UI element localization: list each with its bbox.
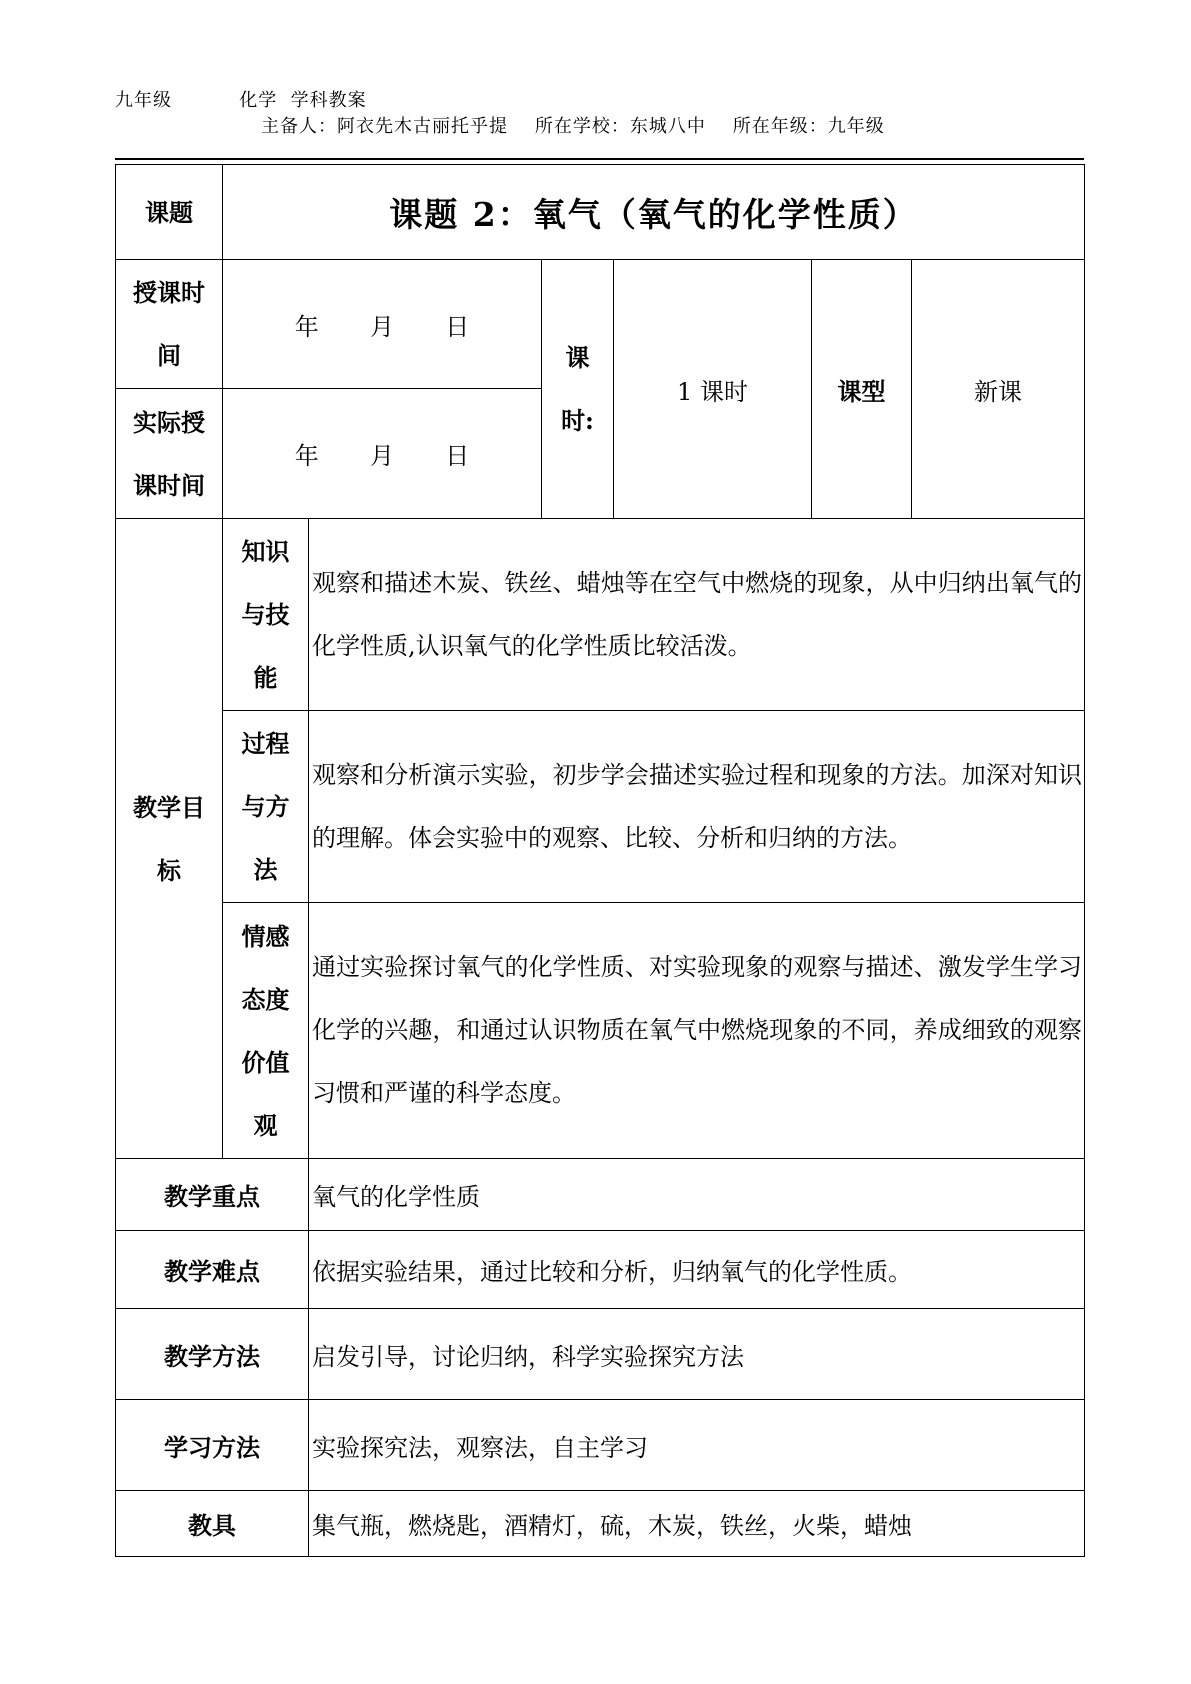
- actual-time-value: 年 月 日: [223, 389, 542, 519]
- topic-title: 课题 2：氧气（氧气的化学性质）: [223, 165, 1085, 260]
- difficulty-text: 依据实验结果，通过比较和分析，归纳氧气的化学性质。: [309, 1231, 1085, 1309]
- learning-method-text: 实验探究法，观察法，自主学习: [309, 1400, 1085, 1491]
- actual-time-label: 实际授课时间: [116, 389, 223, 519]
- goal-label-knowledge: 知识与技能: [223, 519, 309, 711]
- header-line-1: 九年级 化学 学科教案: [115, 90, 367, 111]
- teaching-method-text: 启发引导，讨论归纳，科学实验探究方法: [309, 1309, 1085, 1400]
- teaching-aids-text: 集气瓶，燃烧匙，酒精灯，硫，木炭，铁丝，火柴，蜡烛: [309, 1491, 1085, 1557]
- difficulty-label: 教学难点: [116, 1231, 309, 1309]
- header-rule: [115, 158, 1084, 160]
- period-value: 1 课时: [614, 260, 812, 519]
- key-point-text: 氧气的化学性质: [309, 1159, 1085, 1231]
- goals-label: 教学目标: [116, 519, 223, 1159]
- key-point-label: 教学重点: [116, 1159, 309, 1231]
- type-label: 课型: [812, 260, 912, 519]
- teach-time-value: 年 月 日: [223, 260, 542, 389]
- lesson-plan-table: [115, 164, 1085, 1557]
- goal-label-process: 过程与方法: [223, 711, 309, 903]
- goal-text-process: 观察和分析演示实验，初步学会描述实验过程和现象的方法。加深对知识的理解。体会实验中的观察、比较、分析和归纳的方法。: [309, 711, 1085, 903]
- teaching-aids-label: 教具: [116, 1491, 309, 1557]
- period-label: 课时:: [542, 260, 614, 519]
- header-line-2: 主备人：阿衣先木古丽托乎提 所在学校：东城八中 所在年级：九年级: [261, 116, 885, 137]
- teach-time-label: 授课时间: [116, 260, 223, 389]
- teaching-method-label: 教学方法: [116, 1309, 309, 1400]
- goal-label-attitude: 情感态度价值观: [223, 903, 309, 1159]
- learning-method-label: 学习方法: [116, 1400, 309, 1491]
- type-value: 新课: [912, 260, 1085, 519]
- topic-label: 课题: [116, 165, 223, 260]
- goal-text-attitude: 通过实验探讨氧气的化学性质、对实验现象的观察与描述、激发学生学习化学的兴趣，和通过认识物质在氧气中燃烧现象的不同，养成细致的观察习惯和严谨的科学态度。: [309, 903, 1085, 1159]
- goal-text-knowledge: 观察和描述木炭、铁丝、蜡烛等在空气中燃烧的现象，从中归纳出氧气的化学性质,认识氧气的化学性质比较活泼。: [309, 519, 1085, 711]
